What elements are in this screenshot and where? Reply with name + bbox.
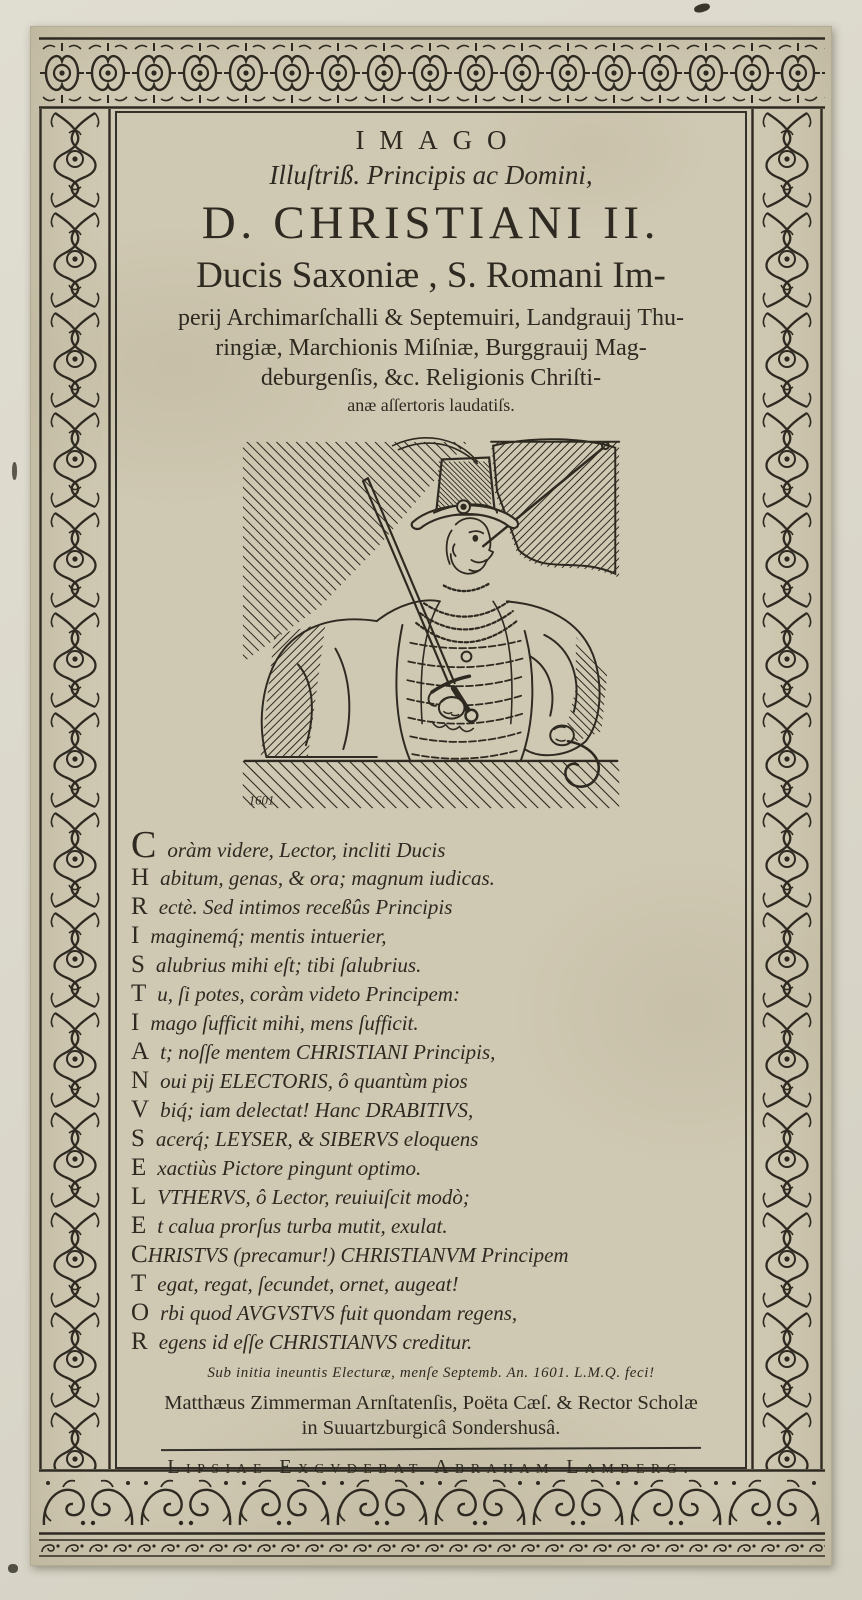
poem-line <box>131 1212 737 1241</box>
poem-text: rbi quod AVGVSTVS fuit quondam regens, <box>160 1301 518 1325</box>
ornamental-border-right <box>751 109 823 1469</box>
head <box>447 518 494 574</box>
ruff-collar <box>444 584 489 591</box>
poem-text: abitum, genas, & ora; magnum iudicas. <box>160 866 495 890</box>
sleeve-hatching <box>450 637 633 747</box>
poem-line <box>131 1270 737 1299</box>
poem-line <box>131 1299 737 1328</box>
poem-line <box>131 893 737 922</box>
poem-initial: R <box>131 1328 148 1355</box>
poem-text: egat, regat, ſecundet, ornet, augeat! <box>157 1272 459 1296</box>
banner <box>483 439 619 574</box>
duke-name: D. CHRISTIANI II. <box>201 197 661 249</box>
poem-initial: C <box>131 1241 148 1268</box>
duke-titles <box>125 253 737 417</box>
poem-initial: N <box>131 1067 150 1094</box>
poem-initial: T <box>131 980 147 1007</box>
poem-line <box>131 951 737 980</box>
poem-initial: S <box>131 951 145 978</box>
ornamental-border-top <box>39 37 825 109</box>
poem-line <box>131 864 737 893</box>
poem-line <box>131 1183 737 1212</box>
hat <box>393 438 518 529</box>
poem-line <box>131 1067 737 1096</box>
broadside-sheet <box>30 26 832 1566</box>
poem-text: t calua prorſus turba mutit, exulat. <box>157 1214 448 1238</box>
ink-speck <box>693 2 711 14</box>
poem-initial: H <box>131 864 150 891</box>
poem-text: alubrius mihi eſt; tibi ſalubrius. <box>155 953 422 977</box>
poem-text: HRISTVS (precamur!) CHRISTIANVM Principem <box>147 1243 569 1267</box>
poem-initial: A <box>131 1038 150 1065</box>
cloak <box>262 600 440 757</box>
author-line-2: in Suuartzburgicâ Sondershusâ. <box>301 1417 561 1439</box>
title-line: ringiæ, Marchionis Miſniæ, Burggrauij Mag- <box>215 335 647 361</box>
imprint-line: Lipsiae Excvdebat Abraham Lamberg. <box>167 1456 695 1478</box>
poem-line <box>131 1096 737 1125</box>
title-line: deburgenſis, &c. Religionis Chriſti- <box>260 365 602 391</box>
duke-figure <box>245 438 619 787</box>
poem-initial: T <box>131 1270 147 1297</box>
poem-initial: I <box>131 922 140 949</box>
subscription-line: Sub initia ineuntis Electuræ, menſe Septemb. An. 1601. L.M.Q. feci! <box>207 1365 655 1381</box>
poem-text: egens id eſſe CHRISTIANVS creditur. <box>158 1330 473 1354</box>
poem-initial: E <box>131 1212 147 1239</box>
hilt-hand <box>550 726 599 787</box>
author-line-1: Matthæus Zimmerman Arnſtatenſis, Poëta Cæſ. & Rector Scholæ <box>164 1392 698 1414</box>
poem-text: VTHERVS, ô Lector, reuiuiſcit modò; <box>157 1185 470 1209</box>
poem-line <box>131 1038 737 1067</box>
poem-line <box>131 1125 737 1154</box>
poem-initial: C <box>131 824 157 866</box>
poem-line <box>131 980 737 1009</box>
poem-text: xactiùs Pictore pingunt optimo. <box>157 1156 422 1180</box>
pendant <box>462 652 472 662</box>
poem-initial: V <box>131 1096 150 1123</box>
title-line: Ducis Saxoniæ , S. Romani Im- <box>196 255 666 296</box>
portrait-woodcut <box>229 427 633 823</box>
poem-text: u, ſi potes, coràm videto Principem: <box>157 982 460 1006</box>
poem-text: biq́; iam delectat! Hanc DRABITIVS, <box>160 1098 474 1122</box>
sky-hatching <box>229 442 633 665</box>
poem-line <box>131 922 737 951</box>
poem-initial: L <box>131 1183 147 1210</box>
text-area-frame <box>115 111 747 1478</box>
poem-line <box>131 1154 737 1183</box>
ink-speck <box>12 462 17 480</box>
poem-text: mago ſufficit mihi, mens ſufficit. <box>150 1011 419 1035</box>
poem-initial: O <box>131 1299 150 1326</box>
portrait-date-mark: 1601 <box>248 793 275 808</box>
title-line: anæ aſſertoris laudatiſs. <box>347 395 515 415</box>
poem-text: acerq́; LEYSER, & SIBERVS eloquens <box>155 1127 479 1151</box>
poem-text: oràm videre, Lector, incliti Ducis <box>167 838 446 862</box>
acrostic-poem <box>131 824 737 1357</box>
dedication-line: Illuſtriß. Principis ac Domini, <box>269 160 593 190</box>
ornamental-border-scroll <box>39 1539 825 1557</box>
poem-line <box>131 1241 737 1270</box>
poem-line <box>131 1328 737 1357</box>
ink-speck <box>8 1564 18 1573</box>
divider-rule <box>161 1447 701 1451</box>
poem-line <box>131 824 737 866</box>
poem-text: ectè. Sed intimos receßûs Principis <box>158 895 453 919</box>
poem-text: oui pij ELECTORIS, ô quantùm pios <box>160 1069 468 1093</box>
page-title: IMAGO <box>355 125 522 155</box>
poem-text: t; noſſe mentem CHRISTIANI Principis, <box>160 1040 496 1064</box>
poem-initial: I <box>131 1009 140 1036</box>
ornamental-border-left <box>39 109 111 1469</box>
poem-initial: R <box>131 893 148 920</box>
title-line: perij Archimarſchalli & Septemuiri, Landgrauij Thu- <box>177 305 685 331</box>
poem-initial: E <box>131 1154 147 1181</box>
poem-initial: S <box>131 1125 145 1152</box>
poem-text: maginemq́; mentis intuerier, <box>150 924 387 948</box>
poem-line <box>131 1009 737 1038</box>
